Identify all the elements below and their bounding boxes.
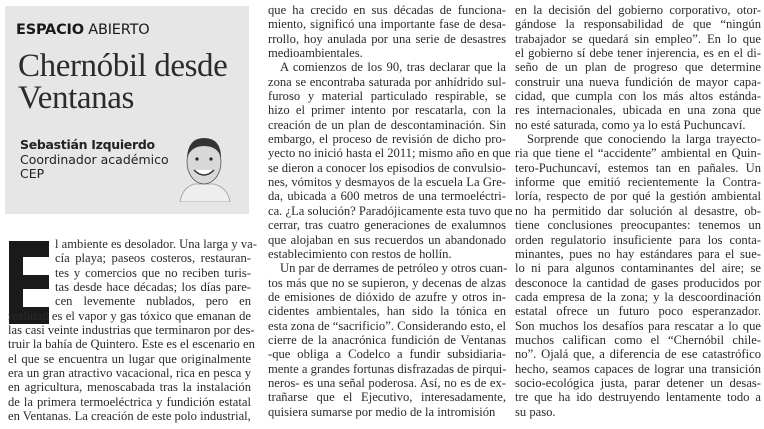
article-column-3 <box>515 3 761 419</box>
text-line: muchos califican como el “Chernóbil chile- <box>515 332 761 347</box>
text-line: lo ni para algunos contaminantes del aire; se <box>515 261 761 276</box>
article-column-1 <box>8 237 257 424</box>
text-line: en agricultura, menoscabada tras la instalación <box>8 380 251 395</box>
text-line: cada empresa de la zona; y la descoordinación <box>515 289 761 304</box>
text-line: tas desde hace décadas; los días pare- <box>55 280 251 295</box>
text-line: tero-Puchuncaví, estemos tan en pañales. Un <box>515 160 761 175</box>
text-line: tiene conclusiones preocupantes: tenemos un <box>515 218 761 233</box>
text-line: loría, respecto de por qué la gestión ambiental <box>515 189 761 204</box>
text-line: medioambientales. <box>268 46 363 61</box>
text-line: A comienzos de los 90, tras declarar que la <box>280 60 506 75</box>
text-line: neros- es una señal poderosa. Así, no es de ex- <box>268 375 506 390</box>
text-line: el gobierno sí debe tener injerencia, es en el di- <box>515 46 761 61</box>
text-line: ca. ¿La solución? Paradójicamente esta tuvo que <box>268 203 513 218</box>
text-line: establecimiento con restos de hollín. <box>268 246 452 261</box>
text-line: realidad es el vapor y gas tóxico que emanan de <box>8 308 251 323</box>
text-line: Sorprende que conociendo la larga trayecto- <box>527 132 761 147</box>
text-line: mente a grandes fortunas disfrazadas de pirqui- <box>268 361 507 376</box>
text-line: creación de un plan de descontaminación. Sin <box>268 117 506 132</box>
text-line: cía playa; paseos costeros, restauran- <box>55 251 251 266</box>
text-line: hizo el primer intento por rescatarla, con la <box>268 103 506 118</box>
text-line: orden regulatorio insuficiente para los conta- <box>515 232 761 247</box>
text-line: cierre de la anacrónica fundición de Ventanas <box>268 332 506 347</box>
text-line: res internacionales, ubicada en una zona que <box>515 103 761 118</box>
paragraph <box>268 3 506 60</box>
text-line: se dieron a conocer los episodios de convulsio- <box>268 160 506 175</box>
text-line: no”. Ojalá que, a diferencia de ese catastrófico <box>515 347 761 362</box>
text-line: tes y comercios que no reciben turis- <box>55 265 251 280</box>
text-line: miento, significó una importante fase de desa- <box>268 17 506 32</box>
text-line: de la primera termoeléctrica y fundición estatal <box>8 394 251 409</box>
text-line: cen levemente nublados, pero en <box>55 294 251 309</box>
text-line: socio-ecológica justa, parar detener un desas- <box>515 375 761 390</box>
text-line: quisiera sumarse por medio de la intromisión <box>268 404 496 419</box>
paragraph <box>268 261 506 419</box>
text-line: nes, vómitos y desmayos de la escuela La Gre- <box>268 175 506 190</box>
text-line: ria que tiene el “accidente” ambiental en Quin- <box>515 146 761 161</box>
paragraph <box>268 60 513 261</box>
text-line: l ambiente es desolador. Una larga y va- <box>55 237 257 251</box>
author-block <box>20 138 169 182</box>
text-line: construir una nueva fundición de mayor capa- <box>515 74 761 89</box>
article-column-2 <box>268 3 513 419</box>
text-line: embargo, el proceso de revisión de dicho pro- <box>268 132 506 147</box>
text-line: Un par de derrames de petróleo y otros cuan- <box>280 261 508 276</box>
author-photo <box>176 130 232 202</box>
text-line: esta zona de “sacrificio”. Considerando esto, el <box>268 318 506 333</box>
text-line: minantes, pues no hay estándares para el sue- <box>515 246 761 261</box>
text-line: trañarse que el Ejecutivo, interesadamente, <box>268 390 506 405</box>
text-line: tos más que no se supieron, y decenas de alzas <box>268 275 506 290</box>
text-line: que ha crecido en sus décadas de funciona- <box>268 3 506 17</box>
text-line: gándose la responsabilidad de que “ningún <box>515 17 761 32</box>
section-label <box>16 22 149 38</box>
text-line: informe que emitió recientemente la Contra- <box>515 175 761 190</box>
page-title <box>18 50 248 114</box>
author-org: CEP <box>20 166 45 181</box>
text-line: era un gran atractivo vacacional, rica en pesca y <box>8 366 251 381</box>
text-line: truir la bahía de Quintero. Este es el escenario en <box>8 337 255 352</box>
text-line: yecto no inició hasta el 2011; mismo año en que <box>268 146 511 161</box>
text-line: no esté saturada, como ya lo está Puchuncaví. <box>515 117 746 132</box>
text-line: de emisiones de dióxido de azufre y otros in- <box>268 289 506 304</box>
text-line: furoso y material particulado respirable, se <box>268 89 506 104</box>
text-line: cidentes ambientales, han sido la tónica en <box>268 304 506 319</box>
text-line: seño de un plan de progreso que determine <box>515 60 761 75</box>
text-line: las casi veinte industrias que terminaron por des- <box>8 323 255 338</box>
text-line: que alojaban en sus recuerdos un abandonado <box>268 232 506 247</box>
section-light: ABIERTO <box>88 22 150 38</box>
author-name: Sebastián Izquierdo <box>20 137 155 152</box>
text-line: desconoce la cantidad de gases producidos por <box>515 275 761 290</box>
paragraph <box>515 3 761 132</box>
text-line: en Ventanas. La creación de este polo industrial, <box>8 409 251 424</box>
author-role: Coordinador académico <box>20 151 169 167</box>
text-line: rrollo, hoy anulada por una serie de desastres <box>268 31 506 46</box>
text-line: da, ubicada a 600 metros de una termoeléctri- <box>268 189 506 204</box>
text-line: estatal ofrece un futuro poco esperanzador. <box>515 304 761 319</box>
title-line: Chernóbil desde <box>18 48 228 84</box>
section-bold: ESPACIO <box>16 22 84 38</box>
text-line: -que obliga a Codelco a fundir subsidiaria- <box>268 347 506 362</box>
title-line: Ventanas <box>18 80 134 116</box>
text-line: el que se encuentra un lugar que originalmente <box>8 351 251 366</box>
paragraph <box>515 132 761 419</box>
text-line: zona se encontraba saturada por anhídrido sul- <box>268 74 506 89</box>
paragraph <box>8 237 257 424</box>
text-line: su paso. <box>515 404 556 419</box>
text-line: hecho, seamos capaces de lograr una transición <box>515 361 761 376</box>
text-line: no ha permitido dar solución al desastre, ob- <box>515 203 761 218</box>
text-line: en la decisión del gobierno corporativo, otor- <box>515 3 761 17</box>
text-line: cidad, que cumpla con los más altos estánda- <box>515 89 761 104</box>
text-line: Son muchos los desafíos para rescatar a lo que <box>515 318 761 333</box>
text-line: cerrar, tras cuatro generaciones de exalumnos <box>268 218 506 233</box>
text-line: trabajador se quedará sin empleo”. En lo que <box>515 31 761 46</box>
text-line: tre que ha ido destruyendo lentamente todo a <box>515 390 761 405</box>
